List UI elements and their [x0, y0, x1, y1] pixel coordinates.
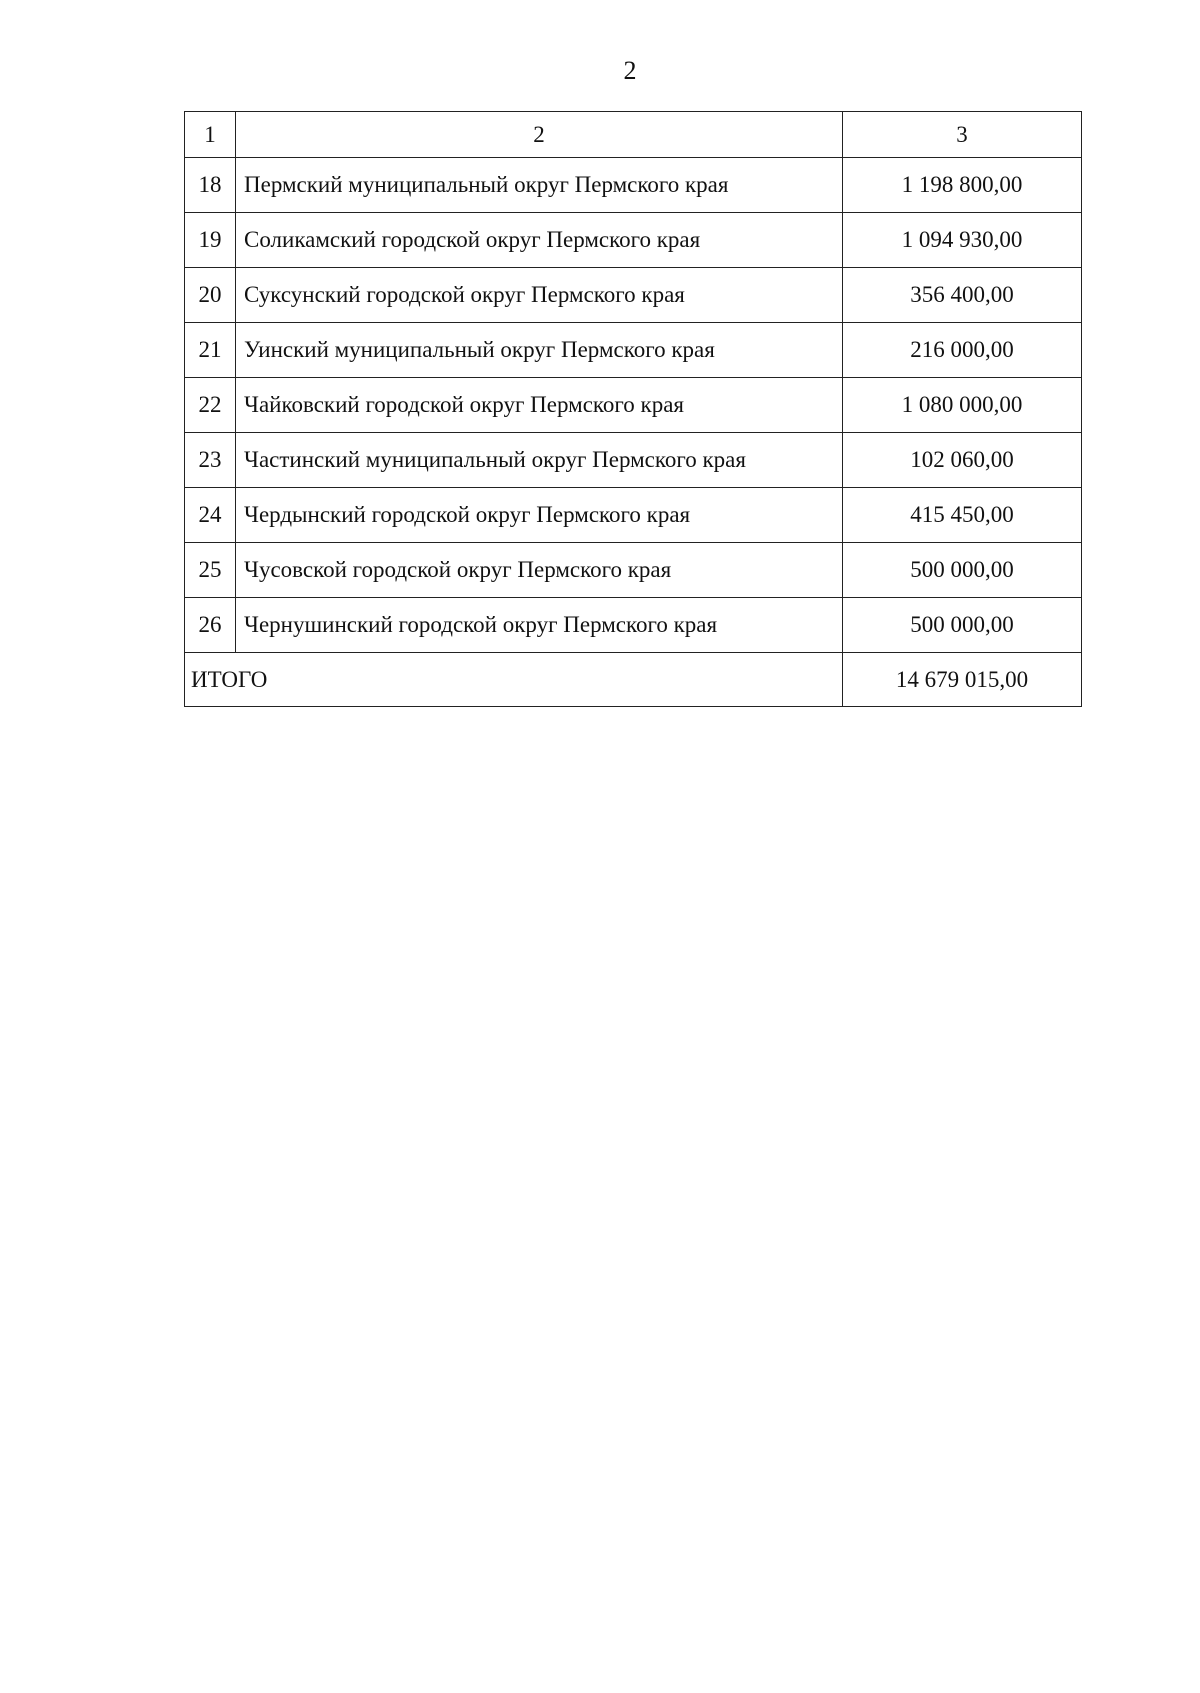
- header-col-3: 3: [843, 112, 1082, 158]
- total-row: [185, 653, 1082, 707]
- total-amount: 14 679 015,00: [843, 653, 1082, 707]
- row-number: 25: [185, 543, 236, 598]
- table-row: [185, 158, 1082, 213]
- table-row: [185, 268, 1082, 323]
- row-number: 18: [185, 158, 236, 213]
- row-number: 20: [185, 268, 236, 323]
- municipality-name: Чусовской городской округ Пермского края: [236, 543, 843, 598]
- row-number: 19: [185, 213, 236, 268]
- table-row: [185, 323, 1082, 378]
- total-label: ИТОГО: [185, 653, 843, 707]
- row-number: 24: [185, 488, 236, 543]
- municipality-name: Уинский муниципальный округ Пермского края: [236, 323, 843, 378]
- municipality-name: Пермский муниципальный округ Пермского края: [236, 158, 843, 213]
- municipality-name: Частинский муниципальный округ Пермского края: [236, 433, 843, 488]
- municipality-name: Чердынский городской округ Пермского края: [236, 488, 843, 543]
- page-number: 2: [623, 56, 637, 85]
- amount: 216 000,00: [843, 323, 1082, 378]
- municipality-name: Чайковский городской округ Пермского края: [236, 378, 843, 433]
- row-number: 21: [185, 323, 236, 378]
- table-row: [185, 488, 1082, 543]
- amount: 415 450,00: [843, 488, 1082, 543]
- table-row: [185, 433, 1082, 488]
- amount: 356 400,00: [843, 268, 1082, 323]
- row-number: 23: [185, 433, 236, 488]
- header-col-1: 1: [185, 112, 236, 158]
- amount: 1 080 000,00: [843, 378, 1082, 433]
- allocation-table: [184, 111, 1082, 707]
- header-col-2: 2: [236, 112, 843, 158]
- table-row: [185, 598, 1082, 653]
- row-number: 22: [185, 378, 236, 433]
- municipality-name: Чернушинский городской округ Пермского края: [236, 598, 843, 653]
- amount: 102 060,00: [843, 433, 1082, 488]
- table-row: [185, 543, 1082, 598]
- row-number: 26: [185, 598, 236, 653]
- table-header-row: [185, 112, 1082, 158]
- municipality-name: Суксунский городской округ Пермского края: [236, 268, 843, 323]
- amount: 500 000,00: [843, 598, 1082, 653]
- table-row: [185, 378, 1082, 433]
- amount: 1 094 930,00: [843, 213, 1082, 268]
- amount: 500 000,00: [843, 543, 1082, 598]
- amount: 1 198 800,00: [843, 158, 1082, 213]
- municipality-name: Соликамский городской округ Пермского края: [236, 213, 843, 268]
- table-row: [185, 213, 1082, 268]
